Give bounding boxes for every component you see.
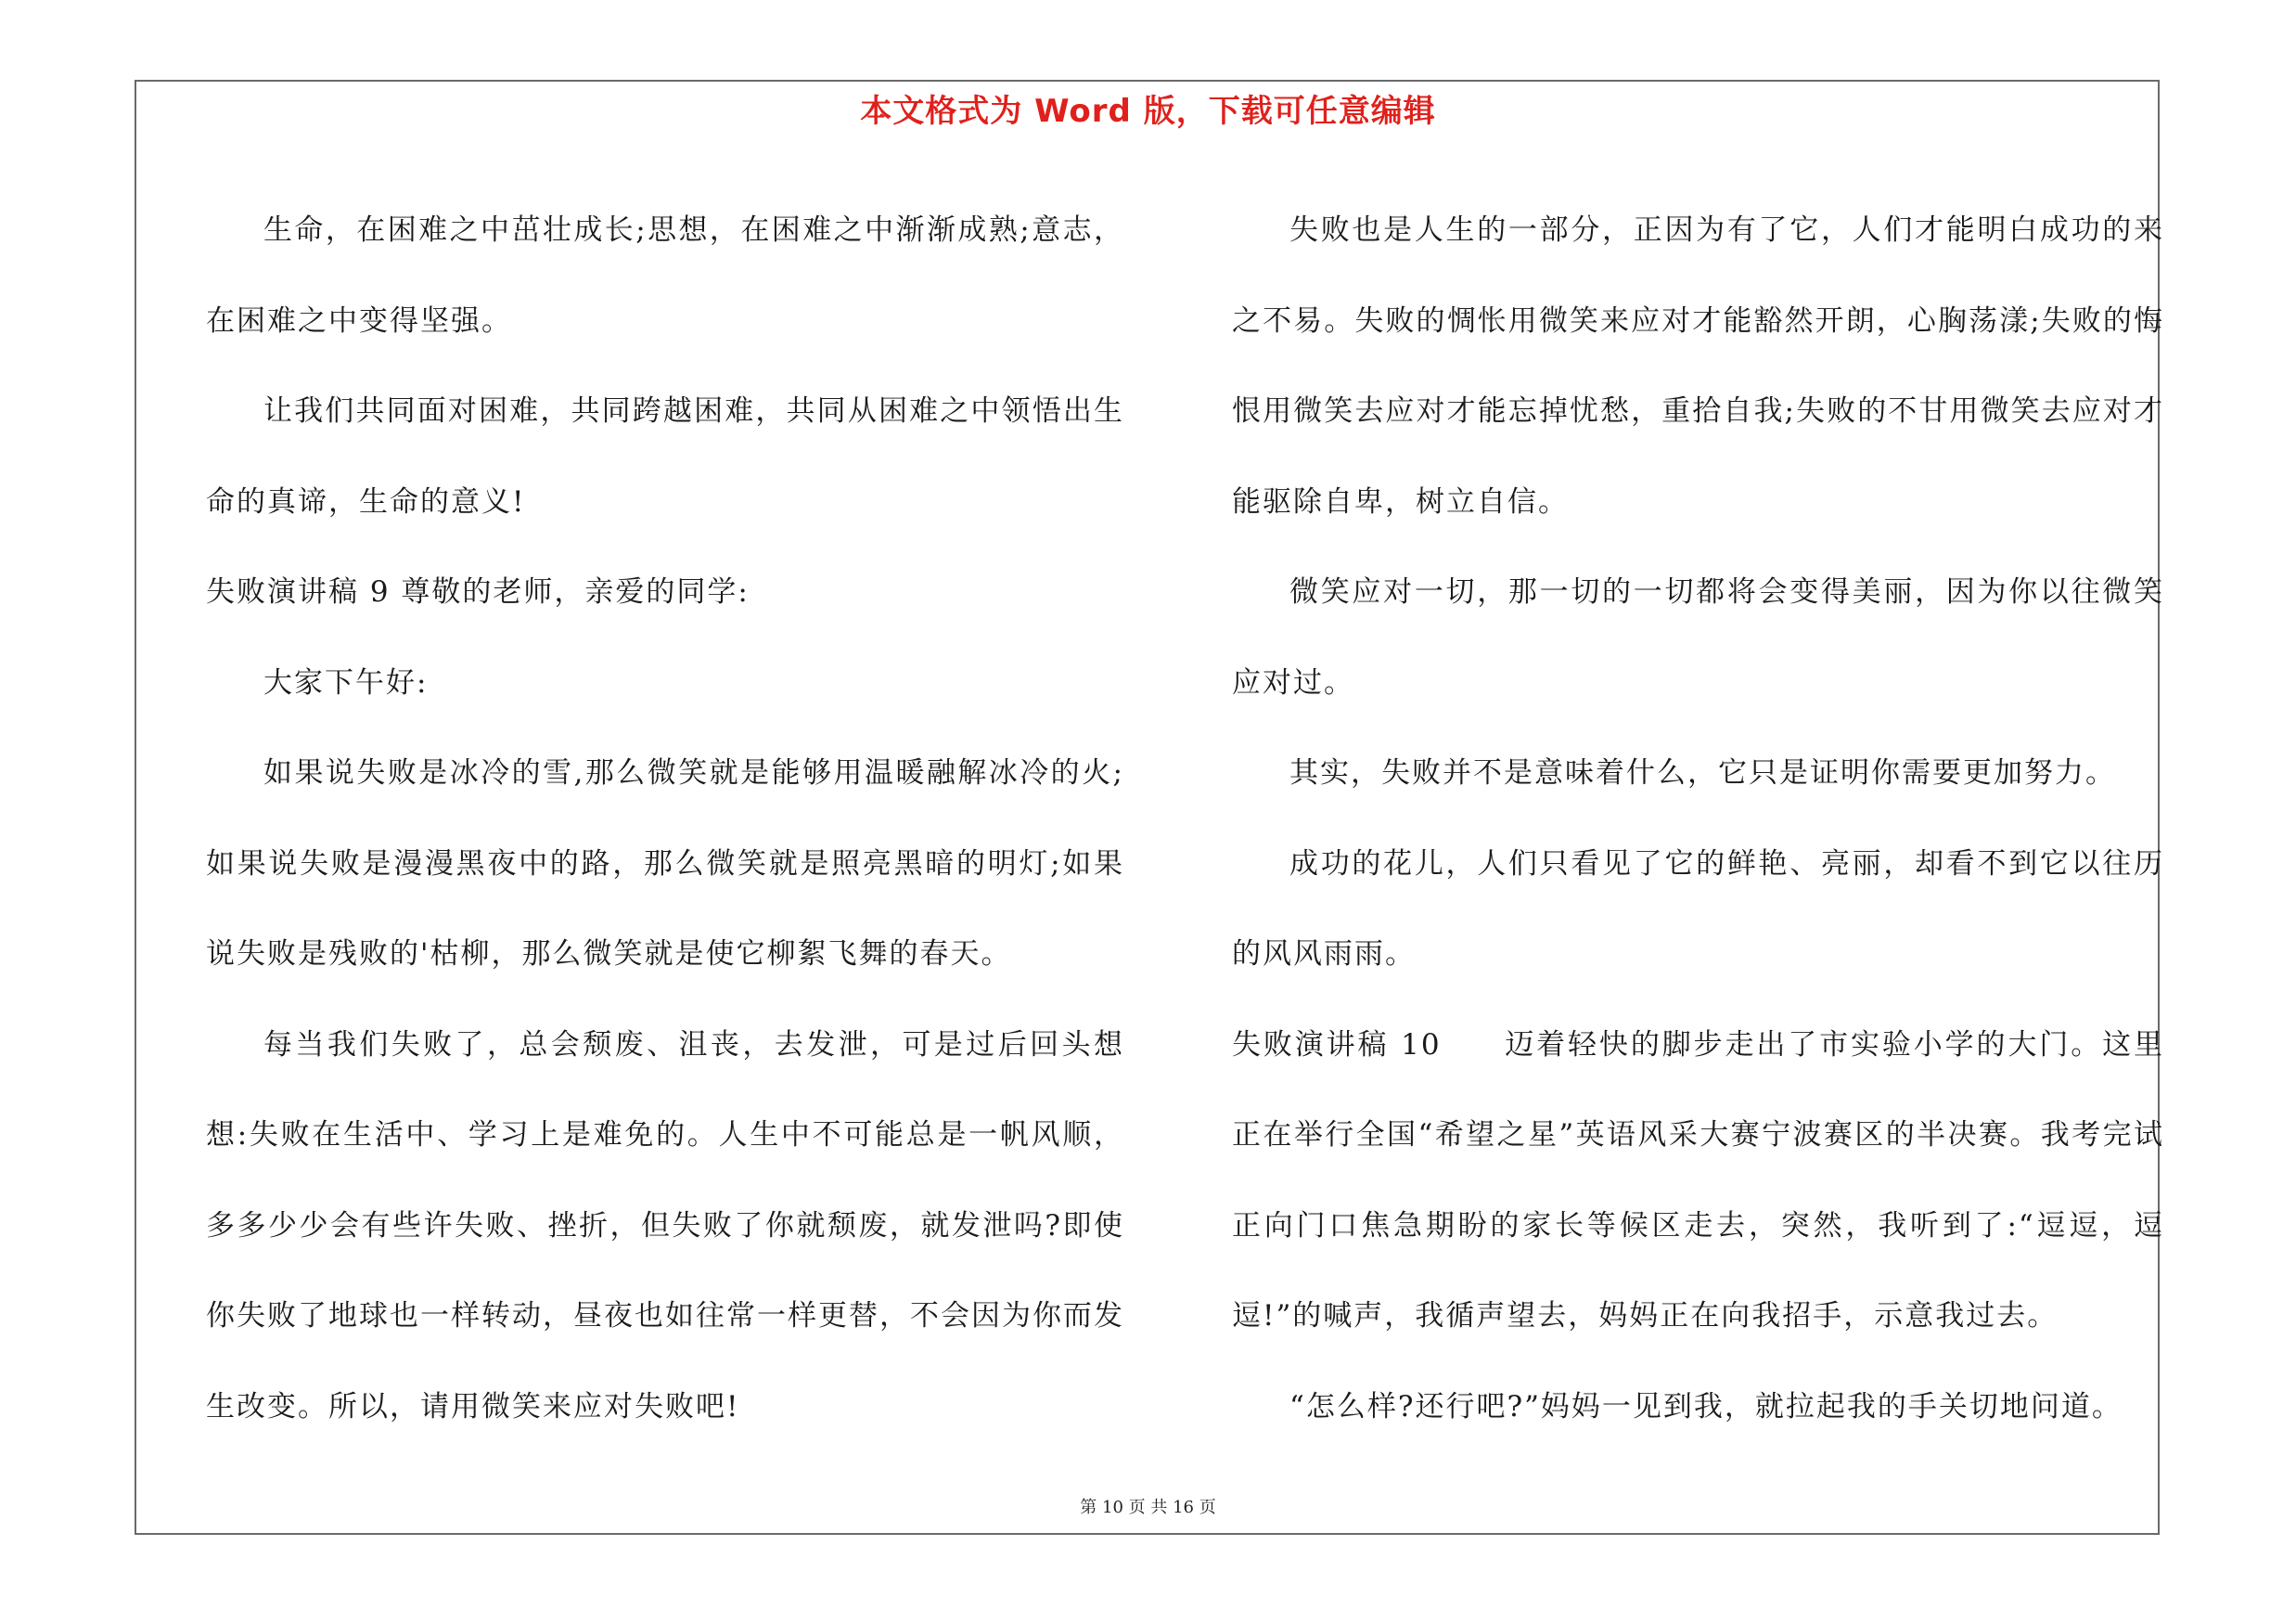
- paragraph: 生命，在困难之中茁壮成长;思想，在困难之中渐渐成熟;意志，在困难之中变得坚强。: [206, 213, 1124, 338]
- greeting: 大家下午好:: [263, 665, 429, 700]
- paragraph: 成功的花儿，人们只看见了它的鲜艳、亮丽，却看不到它以往历的风风雨雨。: [1232, 846, 2164, 971]
- paragraph: 让我们共同面对困难，共同跨越困难，共同从困难之中领悟出生命的真谛，生命的意义!: [206, 394, 1124, 519]
- left-text-column: [206, 186, 1124, 1452]
- speech-heading: 失败演讲稿 9 尊敬的老师，亲爱的同学:: [206, 575, 750, 609]
- page-number: 第 10 页 共 16 页: [1080, 1498, 1216, 1517]
- paragraph: 如果说失败是冰冷的雪,那么微笑就是能够用温暖融解冰冷的火;如果说失败是漫漫黑夜中的路，那么微笑就是照亮黑暗的明灯;如果说失败是残败的'枯柳，那么微笑就是使它柳絮飞舞的春天。: [206, 756, 1124, 971]
- paragraph: 其实，失败并不是意味着什么，它只是证明你需要更加努力。: [1289, 756, 2116, 790]
- format-notice-banner: 本文格式为 Word 版，下载可任意编辑: [860, 93, 1436, 130]
- paragraph: 微笑应对一切，那一切的一切都将会变得美丽，因为你以往微笑应对过。: [1232, 575, 2164, 700]
- speech-heading: 失败演讲稿 10 迈着轻快的脚步走出了市实验小学的大门。这里正在举行全国“希望之星”英语风采大赛宁波赛区的半决赛。我考完试正向门口焦急期盼的家长等候区走去，突然，我听到了:“逗逗，逗逗!”的喊声，我循声望去，妈妈正在向我招手，示意我过去。: [1232, 1027, 2164, 1333]
- paragraph: 失败也是人生的一部分，正因为有了它，人们才能明白成功的来之不易。失败的惆怅用微笑来应对才能豁然开朗，心胸荡漾;失败的悔恨用微笑去应对才能忘掉忧愁，重拾自我;失败的不甘用微笑去应对才能驱除自卑，树立自信。: [1232, 213, 2164, 519]
- paragraph: 每当我们失败了，总会颓废、沮丧，去发泄，可是过后回头想想:失败在生活中、学习上是难免的。人生中不可能总是一帆风顺，多多少少会有些许失败、挫折，但失败了你就颓废，就发泄吗?即使你失败了地球也一样转动，昼夜也如往常一样更替，不会因为你而发生改变。所以，请用微笑来应对失败吧!: [206, 1027, 1124, 1423]
- right-text-column: [1232, 186, 2164, 1452]
- paragraph: “怎么样?还行吧?”妈妈一见到我，就拉起我的手关切地问道。: [1289, 1389, 2123, 1423]
